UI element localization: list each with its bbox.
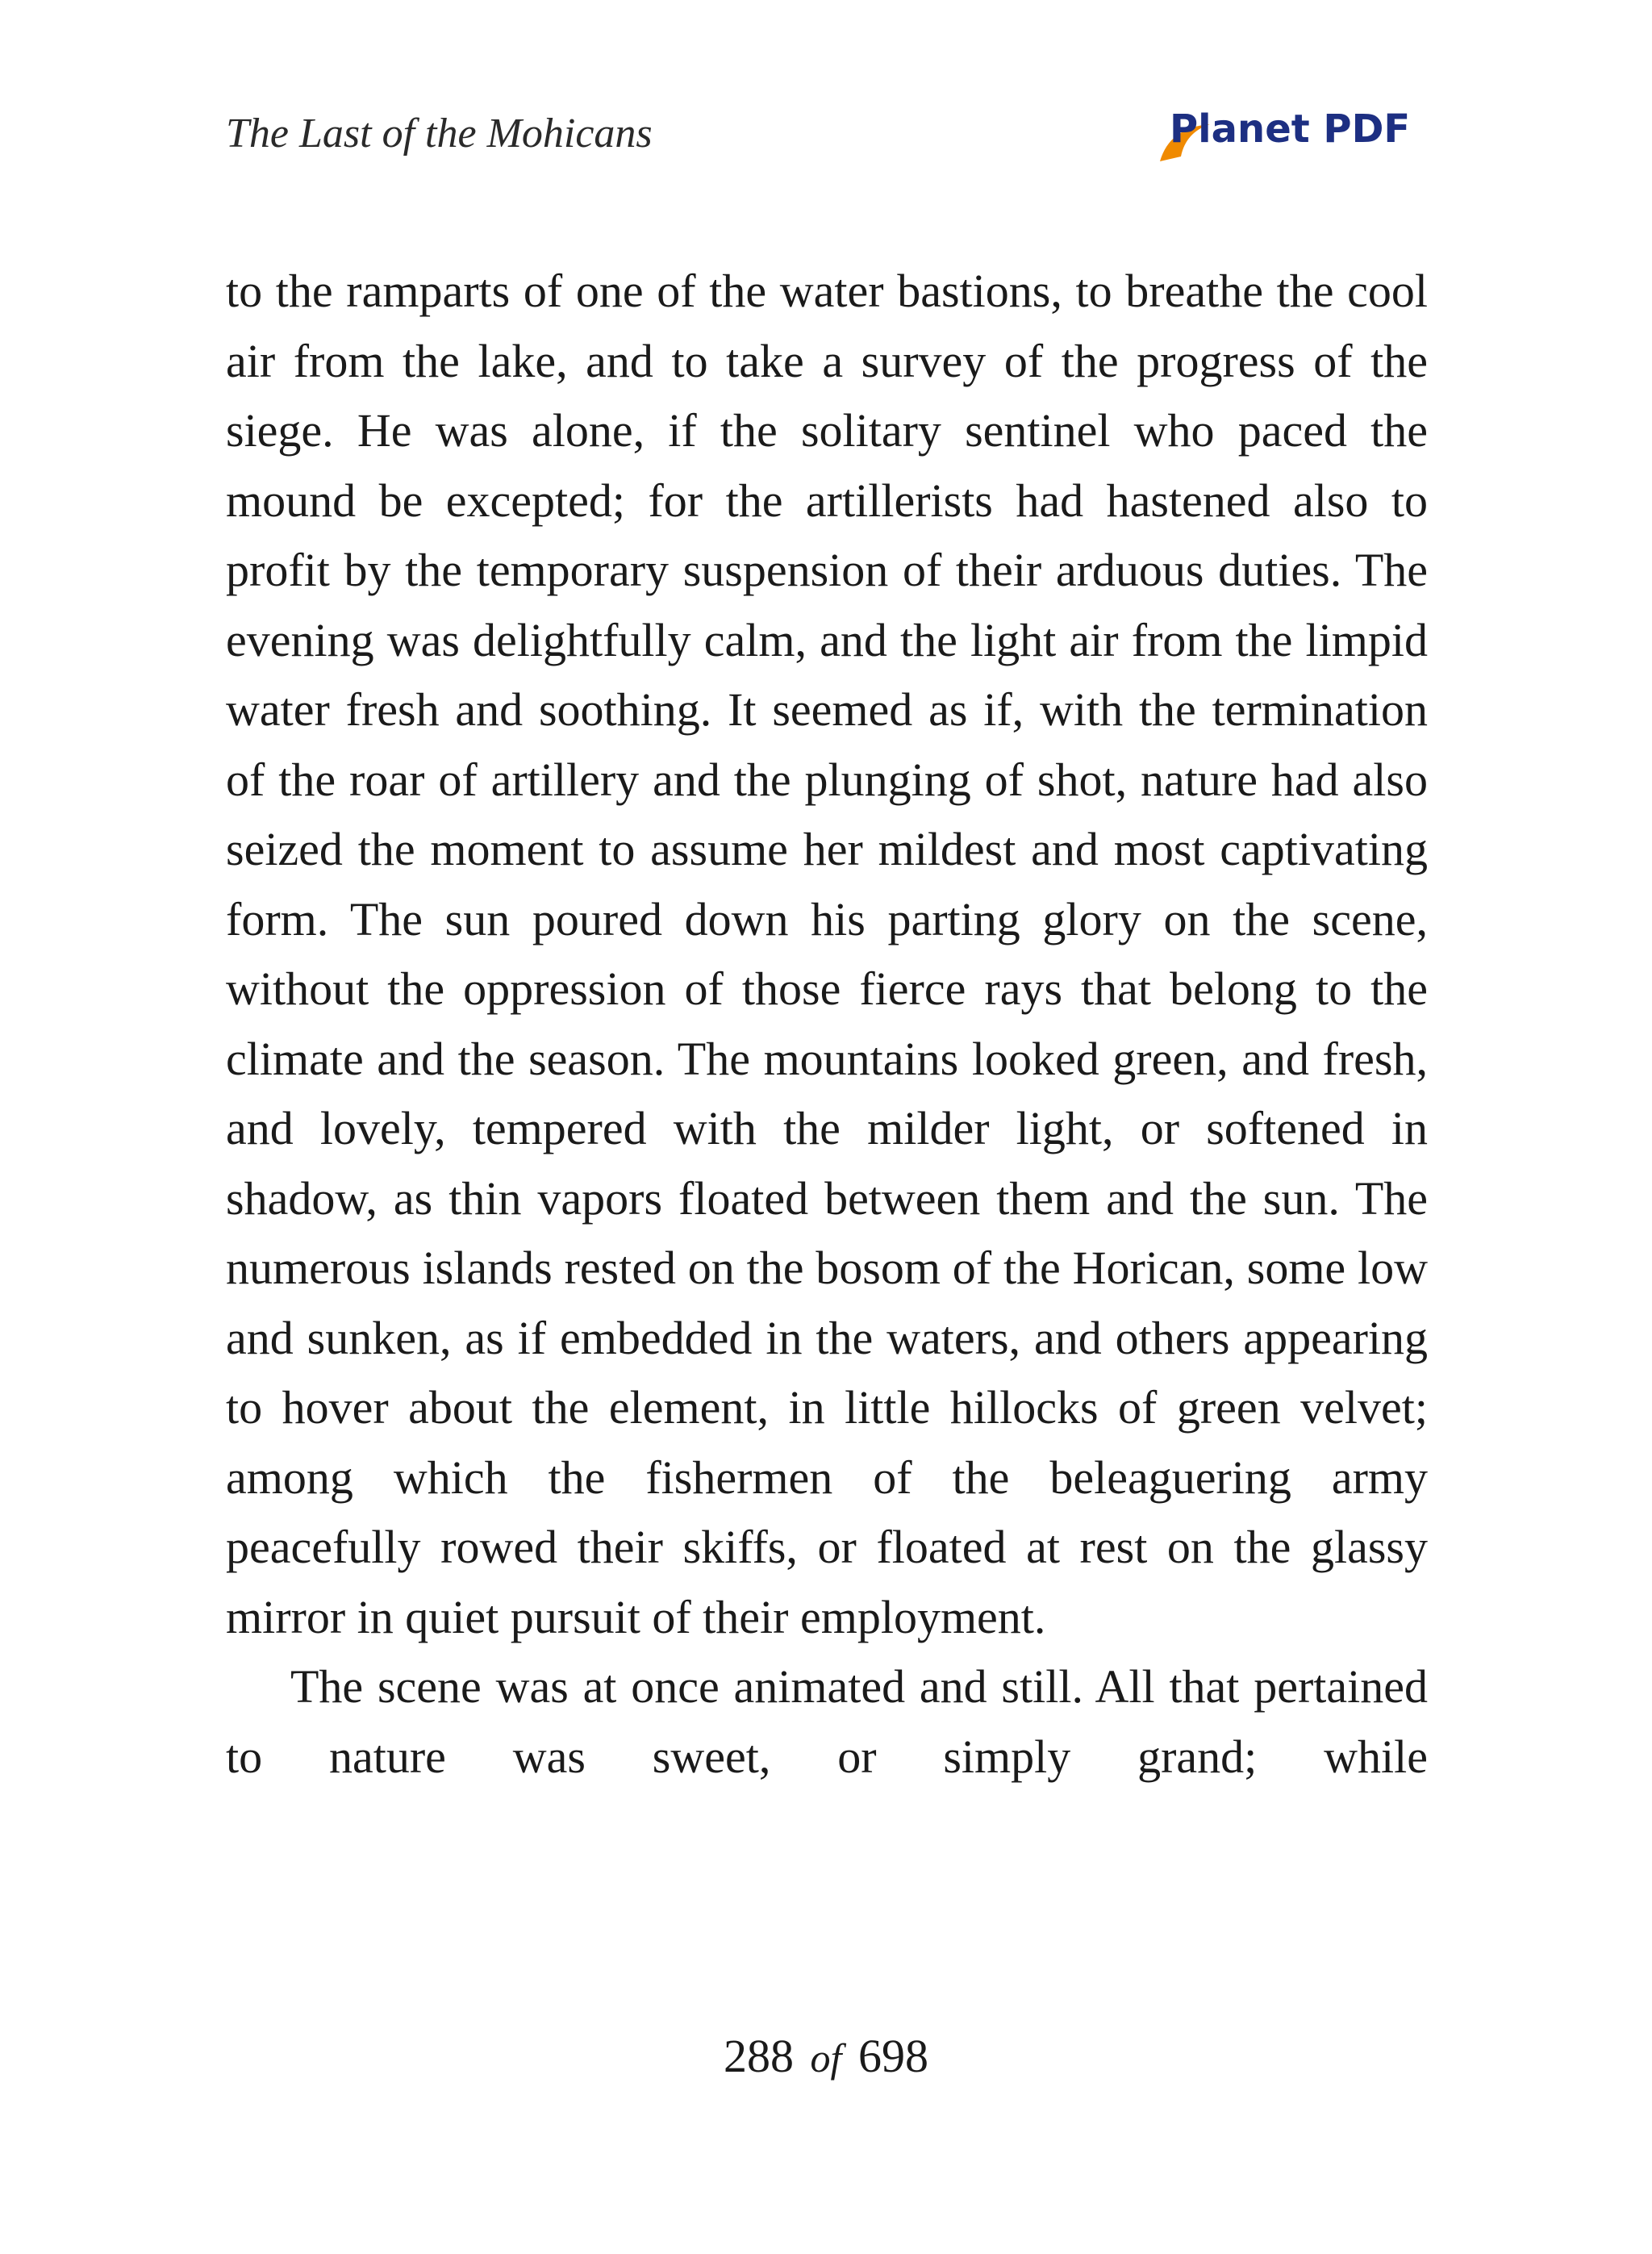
book-title: The Last of the Mohicans: [226, 111, 653, 157]
logo-text: Planet PDF: [1170, 106, 1411, 152]
paragraph-1: to the ramparts of one of the water bastions, to breathe the cool air from the lake, and to take a survey of the progress of the siege. He was alone, if the solitary sentinel who paced the mound be excepted; for the artillerists had hastened also to profit by the temporary suspension of their arduous duties. The evening was delightfully calm, and the light air from the limpid water fresh and soothing. It seemed as if, with the termination of the roar of artillery and the plunging of shot, nature had also seized the moment to assume her mildest and most captivating form. The sun poured down his parting glory on the scene, without the oppression of those fierce rays that belong to the climate and the season. The mountains looked green, and fresh, and lovely, tempered with the milder light, or softened in shadow, as thin vapors floated between them and the sun. The numerous islands rested on the bosom of the Horican, some low and sunken, as if embedded in the waters, and others appearing to hover about the element, in little hillocks of green velvet; among which the fishermen of the beleaguering army peacefully rowed their skiffs, or floated at rest on the glassy mirror in quiet pursuit of their employment.: [226, 265, 1428, 1643]
planet-pdf-logo: [1153, 103, 1412, 168]
total-pages: 698: [857, 2030, 928, 2082]
page-of-label: of: [810, 2035, 842, 2081]
page-header: [226, 103, 1428, 168]
current-page: 288: [724, 2030, 795, 2082]
page-body: [226, 257, 1428, 1792]
page-number: [0, 2029, 1652, 2083]
paragraph-2: The scene was at once animated and still. All that pertained to nature was sweet, or simply grand; while: [226, 1660, 1428, 1783]
